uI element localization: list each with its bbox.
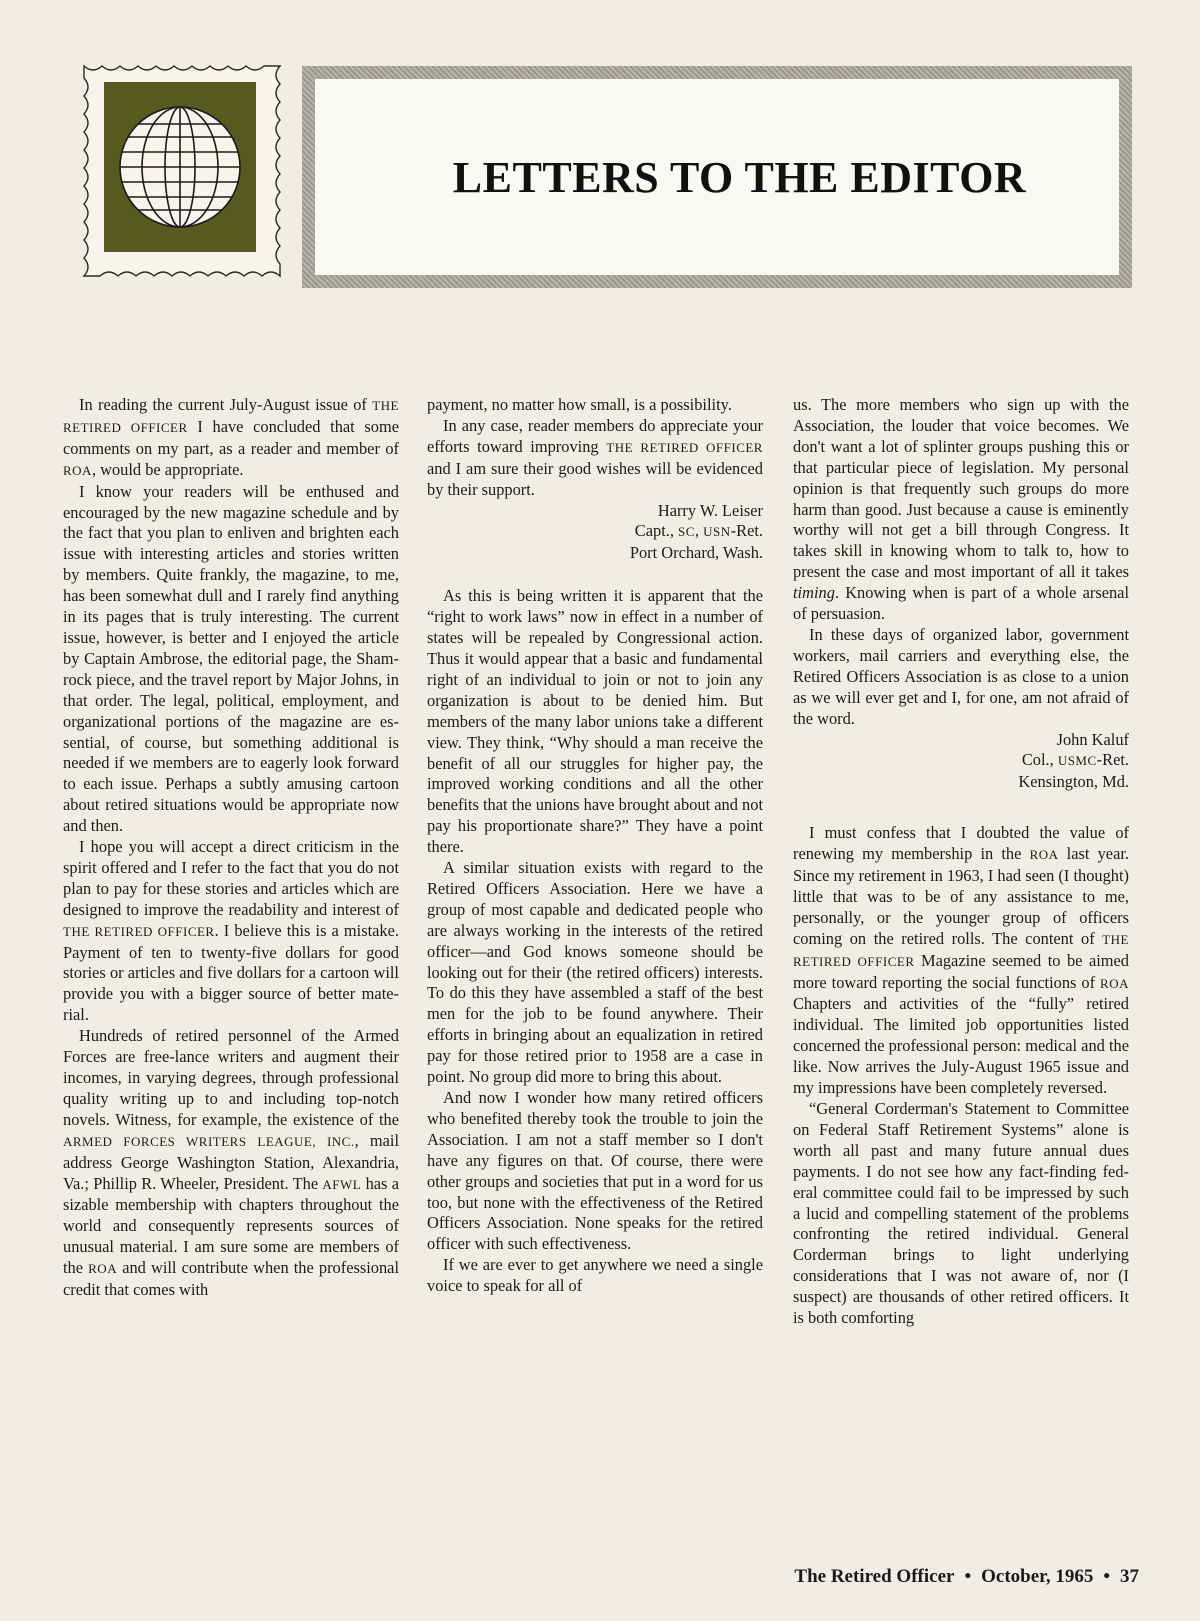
footer-publication: The Retired Officer [794,1566,955,1587]
globe-icon [78,60,284,282]
letter-2-signature-name: John Kaluf [1056,729,1129,749]
letter-1-paragraph-4: Hundreds of retired personnel of the Armed Forces are free-lance writers and augment their incomes, in varying degrees, through professional quality writing up to and including top-notch novels. Witness, for example, the existence of the ARMED FORCES WRITERS LEAGUE, INC., mail address George Washington Station, Alexandria, Va.; Phillip R. Wheeler, President. The AFWL has a sizable membership with chapters throughout the world and consequently represents sources of unusual material. I am sure some are members of the ROA and will contribute when the professional credit that comes with [63,1026,400,1300]
letter-2-paragraph-5: In these days of organized labor, government workers, mail carriers and everything else, the Retired Officers Association is as close to a union as we will ever get and I, for one, am not afraid of the word. [793,624,1129,728]
title-frame [302,66,1132,288]
letter-1-paragraph-5: In any case, reader members do appreciate your efforts toward improving THE RETIRED OFFICER and I am sure their good wishes will be evidenced by their support. [427,415,763,499]
letter-2-paragraph-3: And now I wonder how many retired officers who benefited thereby took the trouble to join the Association. I am not a staff member so I don't have any figures on that. Of course, there were other groups and societies that put in a word for us too, but none with the effectiveness of the Retired Officers Association. None speaks for the retired officer with such effectiveness. [427,1088,763,1254]
letter-3-paragraph-2: “General Corderman's Statement to Committee on Federal Staff Retirement Systems” alone is worth all past and many future annual dues payments. I do not see how any fact-finding federal committee could fail to be impressed by such a lucid and compelling statement of the problems confronting the retired individual. General Corderman brings to light underlying considerations that I was not aware of, nor (I suspect) are thousands of other retired officers. It is both comforting [793,1099,1129,1328]
letter-2-paragraph-1: As this is being written it is apparent that the “right to work laws” now in effect in a number of states will be repealed by Congressional action. Thus it would appear that a basic and fundamental right of an individual to join or not to join any organization is about to be denied him. But members of the many labor unions take a different view. They think, “Why should a man receive the benefit of all our struggles for higher pay, the improved working conditions and all the other benefits that the unions have brought about and not pay his proportionate share?” They have a point there. [427,586,763,857]
stamp-graphic [78,60,284,282]
footer-bullet-icon: • [964,1566,972,1587]
title-box [315,79,1119,275]
letter-2-signature-rank: Col., USMC-Ret. [1021,750,1129,770]
footer-bullet-icon: • [1103,1566,1110,1587]
letter-2-paragraph-4-continued: us. The more members who sign up with the Association, the louder that voice becomes. We don't want a lot of splinter groups pushing this or that particular piece of legislation. My personal opinion is that frequently such groups do more harm than good. Just because a cause is eminently worthy will not get a bill through Congress. It takes skill in knowing whom to talk to, how to present the case and most important of all it takes timing. Knowing when is part of a whole arsenal of persuasion. [793,395,1129,624]
column-2 [427,395,763,1297]
letter-1-signature-name: Harry W. Leiser [657,500,763,520]
letter-1-paragraph-4-continued: payment, no matter how small, is a possibility. [427,395,732,414]
page-number: 37 [1120,1566,1139,1587]
letter-1-signature-location: Port Orchard, Wash. [629,543,763,563]
letter-2-paragraph-2: A similar situation exists with regard to the Retired Officers Association. Here we have a group of most capable and dedicated people who are always working in the interests of the retired officer—and God knows someone should be looking out for their (the retired officers) interests. To do this they have assembled a staff of the best men for the job to be found anywhere. Their efforts in bringing about an equalization in retired pay for those retired prior to 1958 are a case in point. No group did more to bring this about. [427,858,763,1087]
column-3 [793,395,1129,1329]
footer-date: October, 1965 [981,1566,1094,1587]
letter-1-signature-rank: Capt., SC, USN-Ret. [634,521,763,541]
column-1 [63,395,399,1301]
letter-3-paragraph-1: I must confess that I doubted the value of renewing my membership in the ROA last year. Since my retirement in 1963, I had seen (I thought) little that was to be of any assistance to me, personally, or the younger group of officers coming on the retired rolls. The content of THE RETIRED OFFICER Magazine seemed to be aimed more toward reporting the social functions of ROA Chapters and activities of the “fully” retired individual. The limited job opportunities listed concerned the professional person: medical and the like. Now arrives the July-August 1965 issue and my impressions have been completely reversed. [793,823,1130,1098]
letter-2-paragraph-4: If we are ever to get anywhere we need a single voice to speak for all of [427,1255,763,1296]
page-title: LETTERS TO THE EDITOR [452,152,1027,202]
letter-1-paragraph-1: In reading the current July-August issue of THE RETIRED OFFICER I have concluded that some comments on my part, as a reader and member of ROA, would be appropriate. [63,395,400,479]
letter-1-paragraph-3: I hope you will accept a direct criticism in the spirit offered and I refer to the fact that you do not plan to pay for these stories and articles which are designed to improve the readability and interest of THE RETIRED OFFICER. I believe this is a mistake. Payment of ten to twenty-five dollars for good stories or articles and five dollars for a cartoon will provide you with a bigger source of better material. [63,837,399,1025]
letter-1-paragraph-2: I know your readers will be enthused and encouraged by the new magazine schedule and by the fact that you plan to enliven and brighten each issue with interesting articles and stories written by members. Quite frankly, the magazine, to me, has been somewhat dull and I rarely find anything in its pages that is truly interesting. The current issue, however, is better and I enjoyed the article by Captain Ambrose, the editorial page, the Shamrock piece, and the travel report by Major Johns, in that order. The legal, political, employment, and organizational portions of the magazine are essential, of course, but something additional is needed if we members are to eagerly look forward to each issue. Perhaps a subtly amusing cartoon about retired situations would be appropriate now and then. [63,481,399,836]
letter-2-signature-location: Kensington, Md. [1018,772,1129,792]
page-footer [679,1566,1139,1588]
